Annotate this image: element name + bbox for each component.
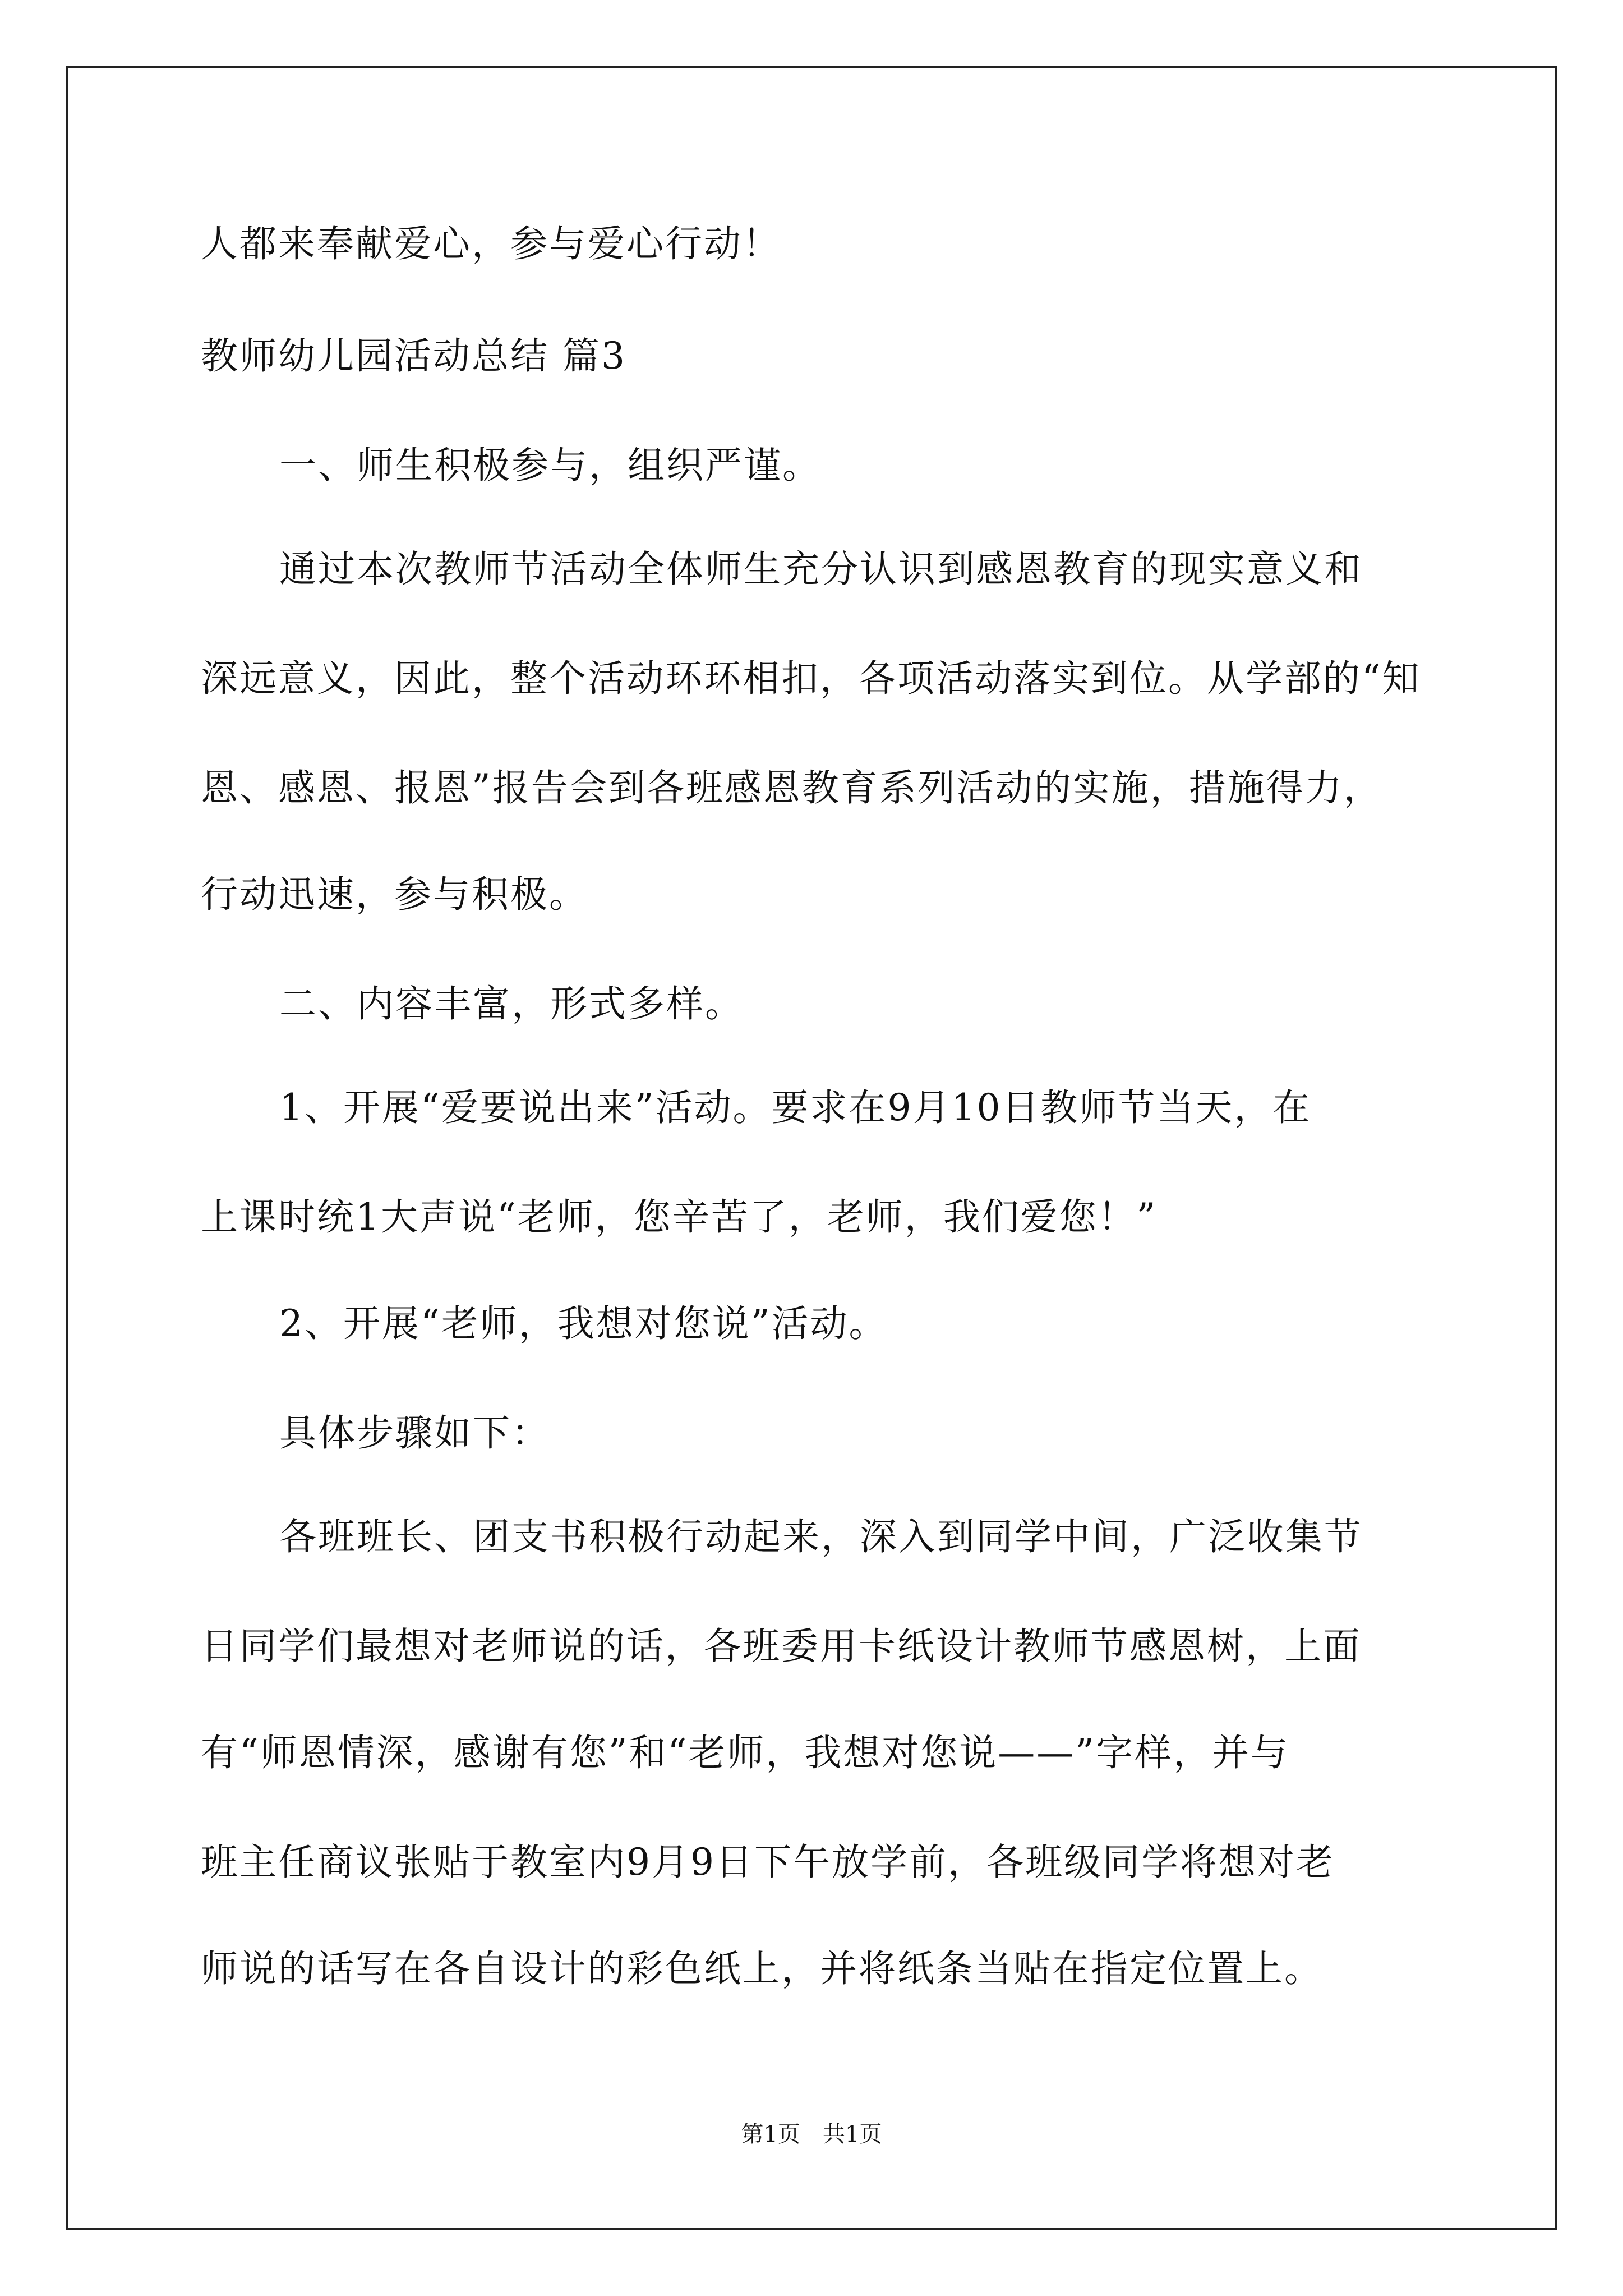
paragraph-line: 2、开展“老师，我想对您说”活动。 — [279, 1302, 888, 1345]
page-border — [66, 66, 1557, 2230]
paragraph-line: 日同学们最想对老师说的话，各班委用卡纸设计教师节感恩树，上面 — [201, 1625, 1362, 1668]
subheading: 二、内容丰富，形式多样。 — [279, 982, 744, 1025]
paragraph-line: 班主任商议张贴于教室内9月9日下午放学前，各班级同学将想对老 — [201, 1841, 1335, 1884]
paragraph-line: 有“师恩情深，感谢有您”和“老师，我想对您说——”字样，并与 — [201, 1731, 1289, 1774]
paragraph-line: 行动迅速，参与积极。 — [201, 873, 588, 916]
paragraph-line: 人都来奉献爱心，参与爱心行动！ — [201, 222, 781, 265]
subheading: 一、师生积极参与，组织严谨。 — [279, 444, 821, 487]
section-heading: 教师幼儿园活动总结 篇3 — [201, 334, 626, 378]
paragraph-line: 1、开展“爱要说出来”活动。要求在9月10日教师节当天，在 — [279, 1086, 1312, 1129]
paragraph-line: 通过本次教师节活动全体师生充分认识到感恩教育的现实意义和 — [279, 547, 1363, 591]
page-number-footer: 第1页 共1页 — [741, 2122, 882, 2147]
paragraph-line: 师说的话写在各自设计的彩色纸上，并将纸条当贴在指定位置上。 — [201, 1947, 1323, 1990]
paragraph-line: 各班班长、团支书积极行动起来，深入到同学中间，广泛收集节 — [279, 1515, 1363, 1558]
paragraph-line: 恩、感恩、报恩”报告会到各班感恩教育系列活动的实施，措施得力， — [201, 766, 1382, 809]
paragraph-line: 具体步骤如下： — [279, 1411, 550, 1455]
paragraph-line: 上课时统1大声说“老师，您辛苦了，老师，我们爱您！” — [201, 1195, 1158, 1239]
paragraph-line: 深远意义，因此，整个活动环环相扣，各项活动落实到位。从学部的“知 — [201, 657, 1421, 700]
